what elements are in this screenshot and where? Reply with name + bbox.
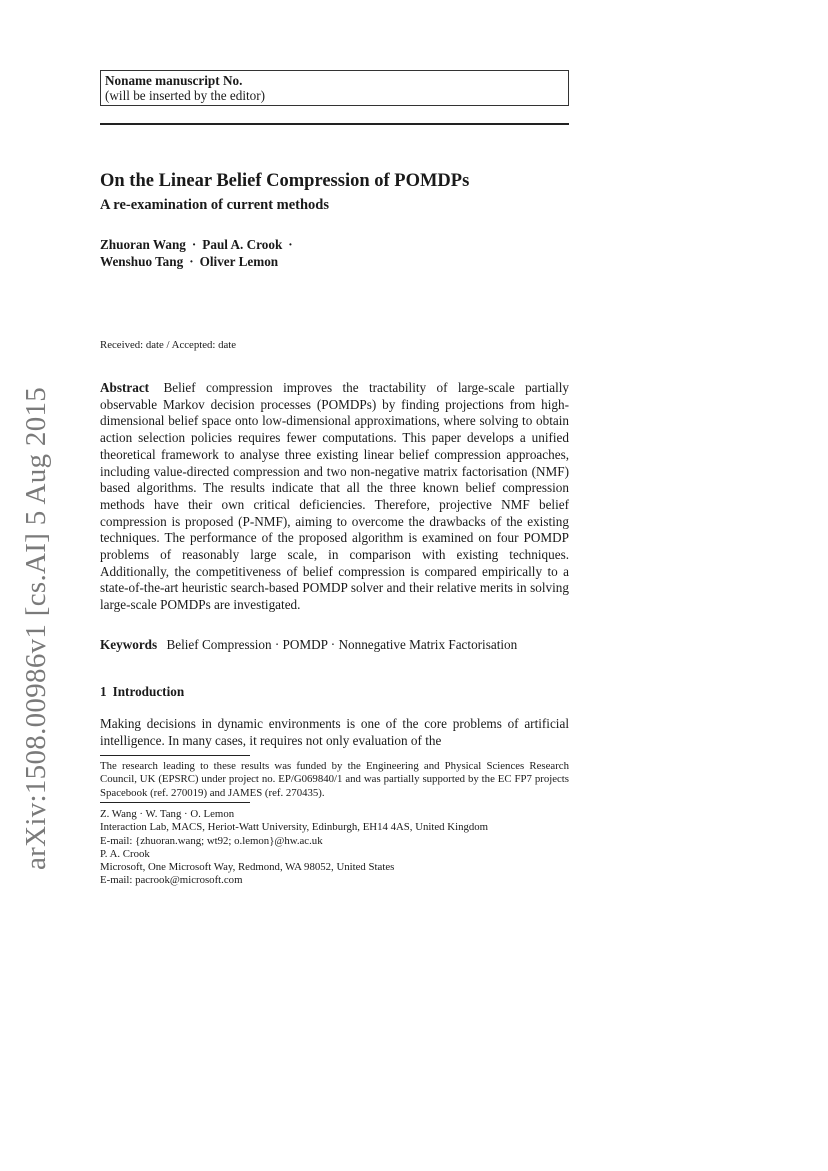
editor-note: (will be inserted by the editor) — [105, 88, 266, 103]
author-name: Zhuoran Wang — [100, 237, 186, 252]
keywords-text: Belief Compression · POMDP · Nonnegative Matrix Factorisation — [166, 637, 518, 652]
author-line-2 — [100, 253, 569, 270]
affiliation-line: E-mail: pacrook@microsoft.com — [100, 874, 243, 887]
header-rule — [100, 123, 569, 125]
editor-box — [100, 70, 569, 106]
affiliation-line: Interaction Lab, MACS, Heriot-Watt University, Edinburgh, EH14 4AS, United Kingdom — [100, 821, 489, 834]
author-list — [100, 236, 569, 270]
affiliation-line: Microsoft, One Microsoft Way, Redmond, WA 98052, United States — [100, 861, 395, 874]
affiliation-line: E-mail: {zhuoran.wang; wt92; o.lemon}@hw.ac.uk — [100, 834, 323, 847]
author-separator: · — [191, 237, 197, 252]
author-separator: · — [189, 254, 194, 269]
abstract-label: Abstract — [100, 380, 150, 395]
intro-paragraph: Making decisions in dynamic environments is one of the core problems of artificial intelligence. In many cases, it requires not only evaluation of the — [100, 716, 569, 748]
section-heading — [100, 684, 569, 700]
manuscript-number: Noname manuscript No. — [105, 73, 243, 88]
affiliations — [100, 808, 569, 888]
section-title: Introduction — [112, 684, 185, 699]
author-name: Wenshuo Tang — [100, 254, 184, 269]
paper-title: On the Linear Belief Compression of POMDPs — [100, 171, 470, 191]
affiliation-line: P. A. Crook — [100, 847, 150, 860]
arxiv-identifier-stamp: arXiv:1508.00986v1 [cs.AI] 5 Aug 2015 — [20, 386, 52, 870]
received-date: Received: date / Accepted: date — [100, 339, 237, 351]
affiliation-rule — [100, 802, 250, 803]
affiliation-line: Z. Wang · W. Tang · O. Lemon — [100, 808, 235, 820]
footnote-rule — [100, 755, 250, 756]
abstract — [100, 380, 569, 614]
author-name: Oliver Lemon — [199, 254, 279, 269]
abstract-text: Belief compression improves the tractability of large-scale partially observable Markov decision processes (POMDPs) by finding projections from high-dimensional belief space onto low-dimensional approximations, where solving to obtain action selection policies requires fewer computations. This paper develops a unified theoretical framework to analyse three existing linear belief compression approaches, including value-directed compression and two non-negative matrix factorisation (NMF) based algorithms. The results indicate that all the three known belief compression methods have their own critical deficiencies. Therefore, projective NMF belief compression is proposed (P-NMF), aiming to overcome the drawbacks of the existing techniques. The performance of the proposed algorithm is examined on four POMDP problems of reasonably large scale, in comparison with existing techniques. Additionally, the competitiveness of belief compression is compared empirically to a state-of-the-art heuristic search-based POMDP solver and their relative merits in solving large-scale POMDPs are investigated. — [100, 380, 570, 613]
author-name: Paul A. Crook — [202, 237, 283, 252]
funding-footnote: The research leading to these results was funded by the Engineering and Physical Sciences Research Council, UK (EPSRC) under project no. EP/G069840/1 and was partially supported by the EC FP7 projects Spacebook (ref. 270019) and JAMES (ref. 270435). — [100, 760, 569, 799]
paper-subtitle: A re-examination of current methods — [100, 197, 330, 213]
author-line-1 — [100, 236, 569, 253]
keywords — [100, 637, 569, 653]
keywords-label: Keywords — [100, 637, 158, 652]
section-number: 1 — [100, 684, 107, 699]
author-separator: · — [288, 237, 293, 252]
